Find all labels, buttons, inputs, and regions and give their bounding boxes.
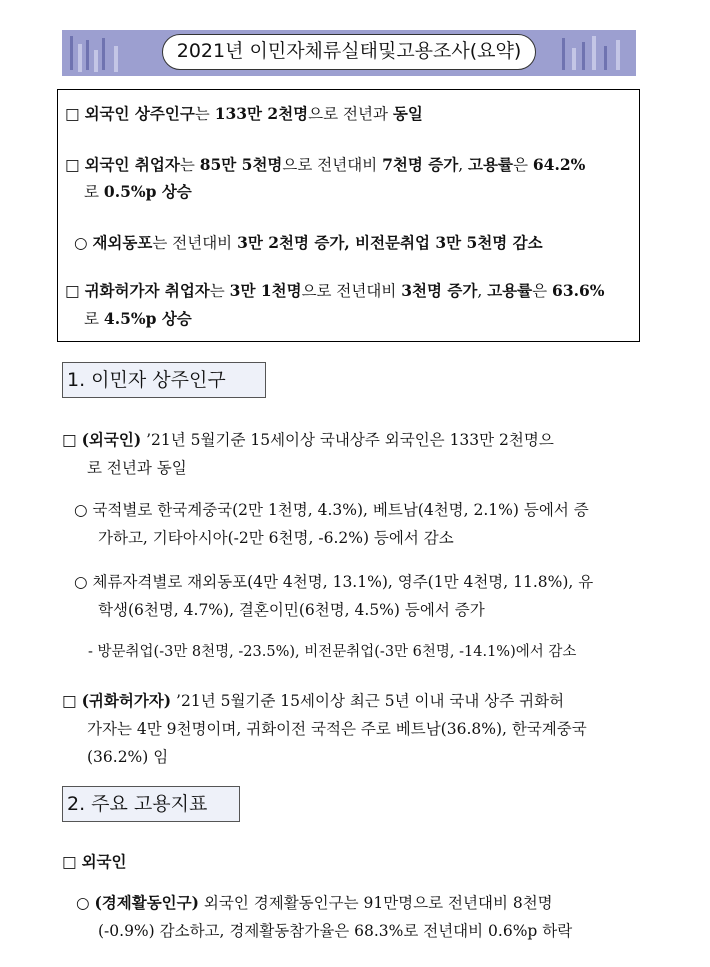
summary-line-2: □ 외국인 취업자는 85만 5천명으로 전년대비 7천명 증가, 고용률은 64.2% — [65, 155, 586, 174]
s1-paragraph-1-cont: 로 전년과 동일 — [87, 459, 187, 477]
s1-paragraph-1: □ (외국인) ’21년 5월기준 15세이상 국내상주 외국인은 133만 2천명으 — [62, 430, 554, 449]
summary-line-2b: 로 0.5%p 상승 — [84, 182, 192, 201]
s1-paragraph-2-cont: 가하고, 기타아시아(-2만 6천명, -6.2%) 등에서 감소 — [98, 529, 454, 547]
s2-subheading: □ 외국인 — [62, 852, 127, 871]
summary-box — [57, 89, 640, 342]
section1-heading: 1. 이민자 상주인구 — [62, 362, 266, 398]
summary-line-3: ○ 재외동포는 전년대비 3만 2천명 증가, 비전문취업 3만 5천명 감소 — [74, 233, 543, 252]
s1-paragraph-5-cont2: (36.2%) 임 — [87, 748, 169, 766]
s1-paragraph-3: ○ 체류자격별로 재외동포(4만 4천명, 13.1%), 영주(1만 4천명, 11.8%), 유 — [74, 573, 594, 591]
s2-paragraph-1-cont: (-0.9%) 감소하고, 경제활동참가율은 68.3%로 전년대비 0.6%p 하락 — [98, 922, 573, 940]
summary-line-4b: 로 4.5%p 상승 — [84, 309, 192, 328]
s1-paragraph-3-cont: 학생(6천명, 4.7%), 결혼이민(6천명, 4.5%) 등에서 증가 — [98, 601, 485, 619]
s1-paragraph-4: - 방문취업(-3만 8천명, -23.5%), 비전문취업(-3만 6천명, -14.1%)에서 감소 — [88, 644, 577, 660]
title-banner — [62, 30, 636, 76]
s2-paragraph-1: ○ (경제활동인구) 외국인 경제활동인구는 91만명으로 전년대비 8천명 — [76, 893, 553, 912]
s1-paragraph-2: ○ 국적별로 한국계중국(2만 1천명, 4.3%), 베트남(4천명, 2.1%) 등에서 증 — [74, 501, 589, 519]
section2-heading: 2. 주요 고용지표 — [62, 786, 240, 822]
s1-paragraph-5-cont: 가자는 4만 9천명이며, 귀화이전 국적은 주로 베트남(36.8%), 한국계중국 — [87, 720, 587, 738]
summary-line-1: □ 외국인 상주인구는 133만 2천명으로 전년과 동일 — [65, 104, 423, 123]
s1-paragraph-5: □ (귀화허가자) ’21년 5월기준 15세이상 최근 5년 이내 국내 상주 귀화허 — [62, 691, 565, 710]
summary-line-4: □ 귀화허가자 취업자는 3만 1천명으로 전년대비 3천명 증가, 고용률은 63.6% — [65, 281, 605, 300]
document-title: 2021년 이민자체류실태및고용조사(요약) — [162, 34, 536, 70]
